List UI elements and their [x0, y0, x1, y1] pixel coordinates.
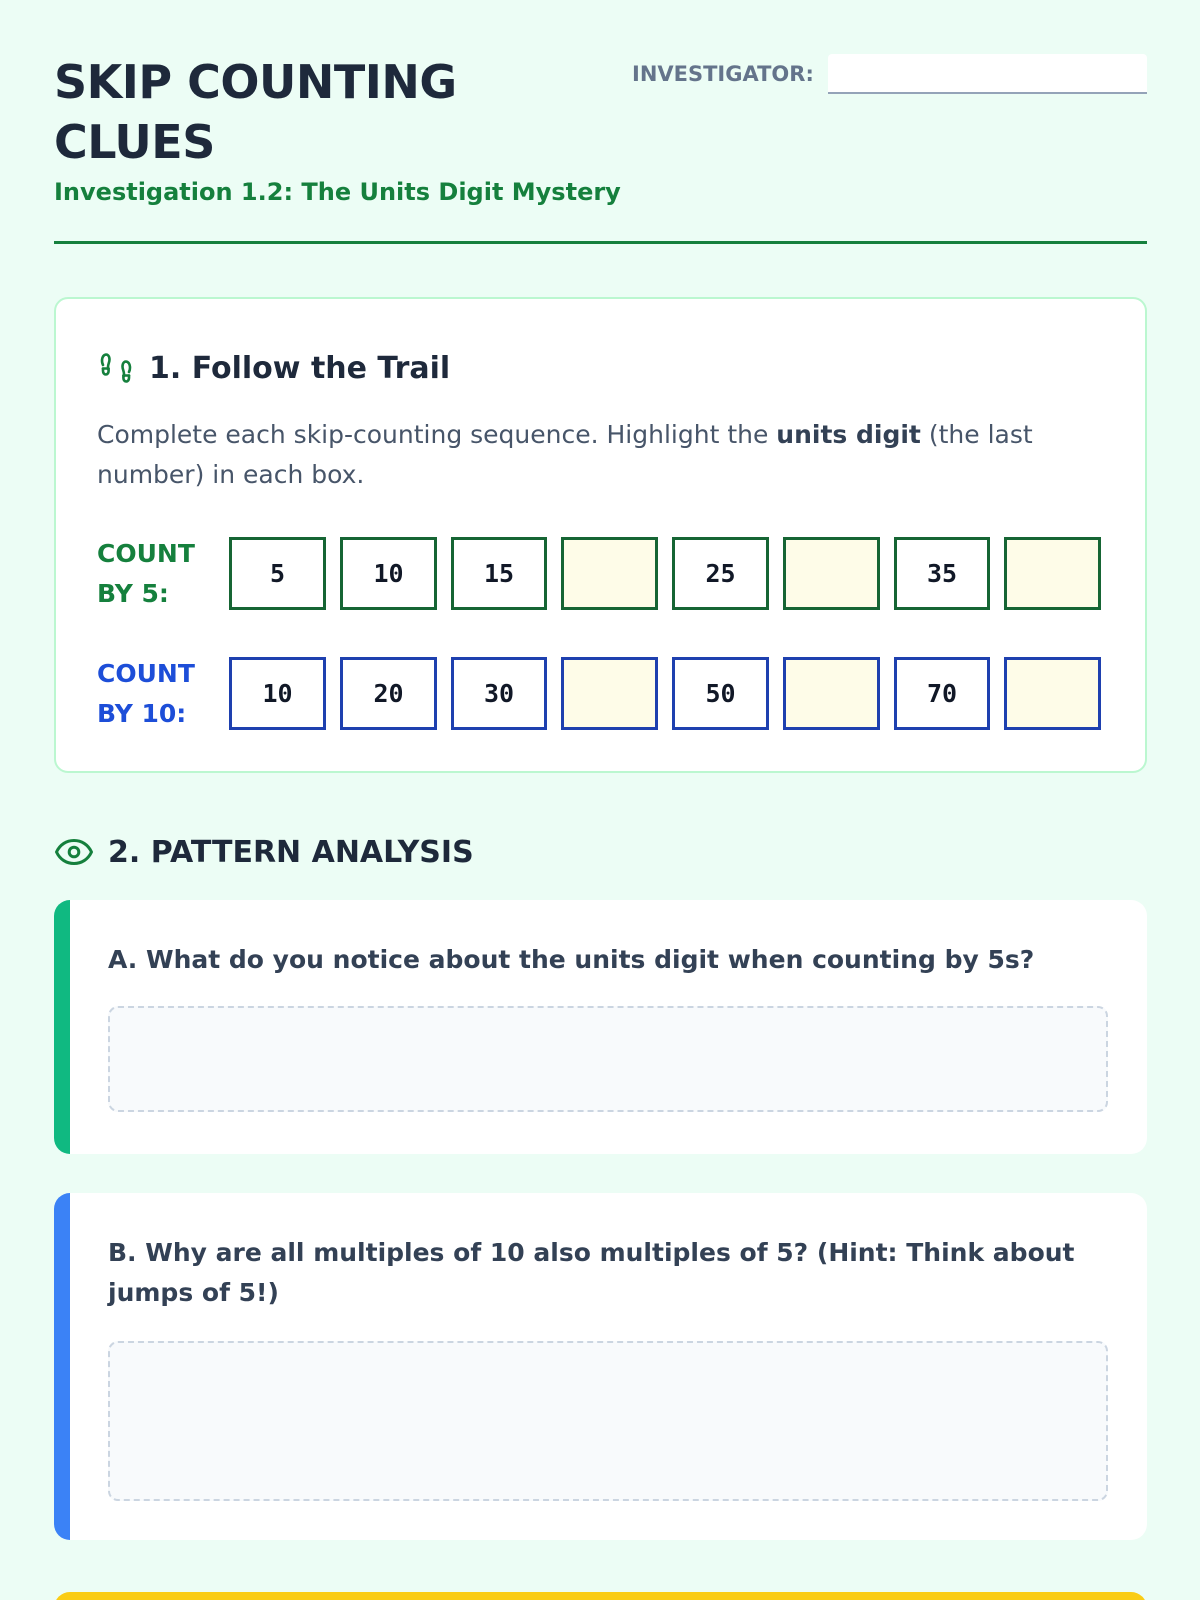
question-a-accent-bar [54, 900, 70, 1154]
sequence-blank-box[interactable] [561, 537, 658, 610]
page-subtitle: Investigation 1.2: The Units Digit Mystery [54, 178, 621, 206]
instructions-text-end: (the last number) in each box. [97, 420, 1033, 489]
count-by-5-boxes [229, 537, 1101, 610]
sequence-blank-box[interactable] [783, 537, 880, 610]
sequence-blank-box[interactable] [1004, 537, 1101, 610]
investigator-label: INVESTIGATOR: [632, 62, 814, 86]
sequence-box: 50 [672, 657, 769, 730]
count-by-10-boxes [229, 657, 1101, 730]
sequence-box: 20 [340, 657, 437, 730]
sequence-box: 5 [229, 537, 326, 610]
follow-the-trail-card [54, 297, 1147, 773]
instructions-text: Complete each skip-counting sequence. Highlight the [97, 420, 777, 449]
sequence-blank-box[interactable] [783, 657, 880, 730]
question-a-answer-box[interactable] [108, 1006, 1108, 1112]
section1-instructions [97, 415, 1057, 495]
question-a-card [54, 900, 1147, 1154]
count-by-10-label: COUNT BY 10: [97, 658, 195, 728]
count-by-10-row [97, 657, 1101, 730]
worksheet-header [54, 0, 1147, 244]
sequence-box: 10 [229, 657, 326, 730]
sequence-box: 30 [451, 657, 547, 730]
section1-title: 1. Follow the Trail [149, 350, 451, 386]
count-by-5-row [97, 537, 1101, 610]
investigator-field-group [632, 54, 1147, 94]
sequence-box: 15 [451, 537, 547, 610]
footprints-icon [97, 349, 135, 387]
question-b-card [54, 1193, 1147, 1540]
sequence-box: 35 [894, 537, 990, 610]
next-section-card-edge [54, 1592, 1147, 1600]
sequence-box: 70 [894, 657, 990, 730]
sequence-box: 10 [340, 537, 437, 610]
section1-heading [97, 349, 450, 387]
question-b-accent-bar [54, 1193, 70, 1540]
eye-icon [54, 832, 94, 872]
question-b-answer-box[interactable] [108, 1341, 1108, 1501]
count-by-5-label: COUNT BY 5: [97, 538, 195, 608]
worksheet-page [54, 0, 1147, 1307]
instructions-emphasis: units digit [776, 420, 921, 449]
sequence-blank-box[interactable] [561, 657, 658, 730]
question-b-text: B. Why are all multiples of 10 also multiples of 5? (Hint: Think about jumps of 5!) [108, 1238, 1075, 1307]
page-title: SKIP COUNTING CLUES [54, 55, 457, 169]
question-a-text: A. What do you notice about the units digit when counting by 5s? [108, 945, 1035, 974]
section2-heading [54, 832, 474, 872]
investigator-name-input[interactable] [828, 54, 1147, 94]
sequence-box: 25 [672, 537, 769, 610]
section2-title: 2. PATTERN ANALYSIS [108, 834, 474, 870]
sequence-blank-box[interactable] [1004, 657, 1101, 730]
